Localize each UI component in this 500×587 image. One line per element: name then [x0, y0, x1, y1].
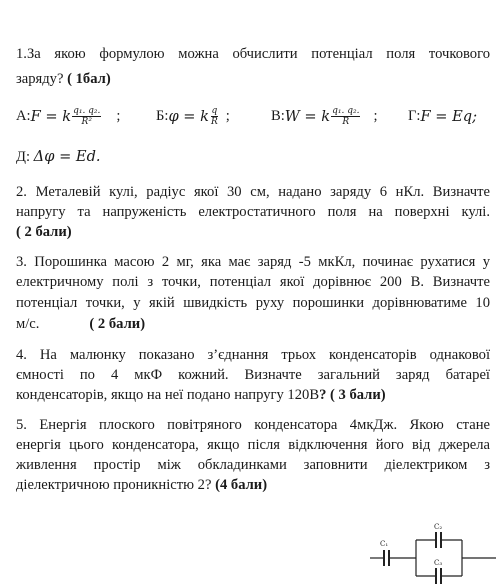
question-4-points: ? ( 3 бали) [319, 387, 386, 403]
option-c: В: W = k $\frac{\text{q₁. q₂.}}{R}$ ; [271, 105, 378, 127]
capacitor-circuit-diagram [370, 520, 498, 584]
option-b: Б: φ = k $\frac{q}{R}$ ; [156, 105, 230, 127]
question-1-line-1: 1.За якою формулою можна обчислити потенціал поля точкового [16, 46, 490, 62]
c3-label: C₃ [434, 559, 443, 567]
option-c-fraction: $\frac{\text{q₁. q₂.}}{R}$ [332, 105, 360, 127]
question-5-line-3: живлення простір між обкладинками заповнити діелектриком з [16, 457, 490, 473]
question-3-line-3: потенціал точки, у якій швидкість руху порошинки дорівнюватиме 10 [16, 295, 490, 311]
answer-options-row [16, 101, 496, 131]
question-3-line-4: м/с. ( 2 бали) [16, 316, 146, 332]
c1-label: C₁ [380, 540, 389, 548]
question-4-line-2: ємності по 4 мкФ кожний. Визначте загальний заряд батареї [16, 367, 490, 383]
question-3-line-1: 3. Порошинка масою 2 мг, яка має заряд -5 мкКл, починає рухатися у [16, 254, 490, 270]
question-3-points: ( 2 бали) [89, 316, 146, 332]
option-b-fraction: $\frac{q}{R}$ [211, 105, 218, 127]
question-2-line-1: 2. Металевій кулі, радіус якої 30 см, надано заряду 6 нКл. Визначте [16, 184, 490, 200]
question-5-line-4: діелектричною проникністю 2? (4 бали) [16, 477, 268, 493]
question-4-line-3: конденсаторів, якщо на неї подано напругу 120В? ( 3 бали) [16, 387, 386, 403]
question-1-text: заряду? [16, 71, 68, 87]
option-e: Д: Δφ = Ed. [16, 148, 101, 165]
question-1-points: ( 1бал) [67, 71, 111, 87]
option-a: А: F = k $\frac{\text{q₁. q₂.}}{\text{R²}}$ ; [16, 105, 121, 127]
question-1-line-2 [16, 70, 111, 88]
option-d: Г: F = Eq; [408, 107, 478, 125]
question-5-line-2: енергія цього конденсатора, якщо після відключення його від джерела [16, 437, 490, 453]
question-5-points: (4 бали) [215, 477, 268, 493]
question-2-line-2: напругу та напруженість електростатичного поля на поверхні кулі. [16, 204, 490, 220]
question-5-line-1: 5. Енергія плоского повітряного конденсатора 4мкДж. Якою стане [16, 417, 490, 433]
question-4-line-1: 4. На малюнку показано з’єднання трьох конденсаторів однакової [16, 347, 490, 363]
c2-label: C₂ [434, 523, 443, 531]
question-3-line-2: електричному полі з точки, потенціал якої дорівнює 200 В. Визначте [16, 274, 490, 290]
option-a-fraction: $\frac{\text{q₁. q₂.}}{\text{R²}}$ [73, 105, 101, 127]
question-2-points: ( 2 бали) [16, 224, 72, 240]
